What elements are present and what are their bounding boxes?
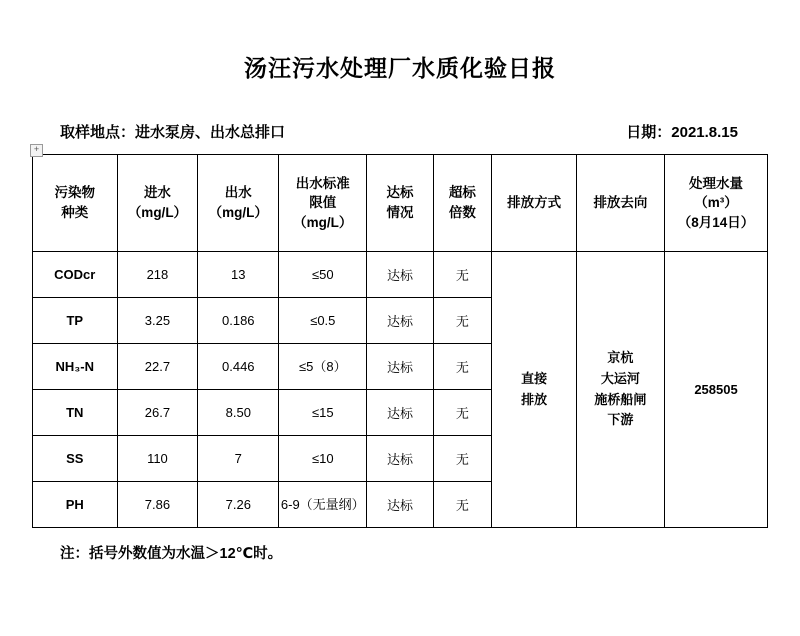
cell-influent: 22.7 xyxy=(117,344,198,390)
header-influent-line1: 进水 xyxy=(143,185,171,201)
discharge-dest-line1: 京杭 xyxy=(607,349,634,365)
cell-standard: 6-9（无量纲） xyxy=(279,482,367,528)
cell-effluent: 8.50 xyxy=(198,390,279,436)
header-effluent-line2: （mg/L） xyxy=(208,205,268,220)
header-pollutant-line1: 污染物 xyxy=(54,185,95,201)
document-page xyxy=(0,50,800,636)
header-quantity-line3: （8月14日） xyxy=(677,214,755,230)
table-select-handle[interactable]: + xyxy=(30,144,43,157)
cell-effluent: 0.446 xyxy=(198,344,279,390)
cell-pollutant: PH xyxy=(33,482,118,528)
discharge-dest-line4: 下游 xyxy=(607,412,634,428)
cell-standard: ≤10 xyxy=(279,436,367,482)
cell-exceed: 无 xyxy=(433,344,492,390)
header-treated-quantity xyxy=(665,155,768,252)
header-discharge-destination: 排放去向 xyxy=(576,155,664,252)
cell-pollutant: TN xyxy=(33,390,118,436)
header-quantity-line1: 处理水量 xyxy=(689,175,744,191)
header-standard-line1: 出水标准 xyxy=(295,175,350,191)
header-pollutant-line2: 种类 xyxy=(61,205,89,220)
sample-location: 取样地点：进水泵房、出水总排口 xyxy=(60,124,286,141)
cell-effluent: 13 xyxy=(198,252,279,298)
header-influent-line2: （mg/L） xyxy=(127,205,188,220)
table-header-row xyxy=(33,155,768,252)
header-pollutant xyxy=(33,155,118,252)
header-compliance xyxy=(367,155,433,252)
water-quality-table xyxy=(32,154,768,528)
cell-compliance: 达标 xyxy=(367,252,433,298)
cell-exceed: 无 xyxy=(433,252,492,298)
cell-compliance: 达标 xyxy=(367,436,433,482)
cell-compliance: 达标 xyxy=(367,298,433,344)
cell-compliance: 达标 xyxy=(367,344,433,390)
cell-standard: ≤5（8） xyxy=(279,344,367,390)
page-title: 汤汪污水处理厂水质化验日报 xyxy=(244,55,556,81)
cell-pollutant: CODcr xyxy=(33,252,118,298)
header-exceed-line2: 倍数 xyxy=(448,205,476,220)
cell-effluent: 7 xyxy=(198,436,279,482)
header-standard-limit xyxy=(279,155,367,252)
cell-discharge-destination xyxy=(576,252,664,528)
cell-standard: ≤15 xyxy=(279,390,367,436)
cell-standard: ≤0.5 xyxy=(279,298,367,344)
cell-influent: 110 xyxy=(117,436,198,482)
header-quantity-line2: （m³） xyxy=(694,195,738,211)
header-exceed-line1: 超标 xyxy=(448,185,476,201)
header-compliance-line2: 情况 xyxy=(386,205,414,220)
cell-influent: 3.25 xyxy=(117,298,198,344)
header-exceed-factor xyxy=(433,155,492,252)
table-body xyxy=(33,252,768,528)
cell-effluent: 7.26 xyxy=(198,482,279,528)
cell-treated-quantity: 258505 xyxy=(665,252,768,528)
cell-influent: 7.86 xyxy=(117,482,198,528)
cell-discharge-mode xyxy=(492,252,577,528)
header-standard-line2: 限值 xyxy=(309,195,337,211)
cell-standard: ≤50 xyxy=(279,252,367,298)
header-effluent-line1: 出水 xyxy=(224,185,252,201)
document-meta xyxy=(60,121,768,142)
cell-pollutant: TP xyxy=(33,298,118,344)
report-date: 日期：2021.8.15 xyxy=(626,124,738,141)
discharge-dest-line2: 大运河 xyxy=(600,370,640,386)
footnote: 注：括号外数值为水温＞12℃时。 xyxy=(60,546,283,562)
cell-influent: 218 xyxy=(117,252,198,298)
cell-pollutant: SS xyxy=(33,436,118,482)
header-influent xyxy=(117,155,198,252)
cell-pollutant: NH₃-N xyxy=(33,344,118,390)
cell-compliance: 达标 xyxy=(367,390,433,436)
cell-effluent: 0.186 xyxy=(198,298,279,344)
discharge-dest-line3: 施桥船闸 xyxy=(594,391,647,407)
cell-exceed: 无 xyxy=(433,298,492,344)
discharge-mode-line1: 直接 xyxy=(521,370,548,386)
table-container xyxy=(32,144,768,528)
header-discharge-mode: 排放方式 xyxy=(492,155,577,252)
cell-compliance: 达标 xyxy=(367,482,433,528)
header-effluent xyxy=(198,155,279,252)
cell-exceed: 无 xyxy=(433,482,492,528)
discharge-mode-line2: 排放 xyxy=(521,391,548,407)
header-compliance-line1: 达标 xyxy=(386,185,414,201)
table-row xyxy=(33,252,768,298)
table-header xyxy=(33,155,768,252)
cell-exceed: 无 xyxy=(433,390,492,436)
cell-influent: 26.7 xyxy=(117,390,198,436)
cell-exceed: 无 xyxy=(433,436,492,482)
header-standard-line3: （mg/L） xyxy=(293,214,353,230)
